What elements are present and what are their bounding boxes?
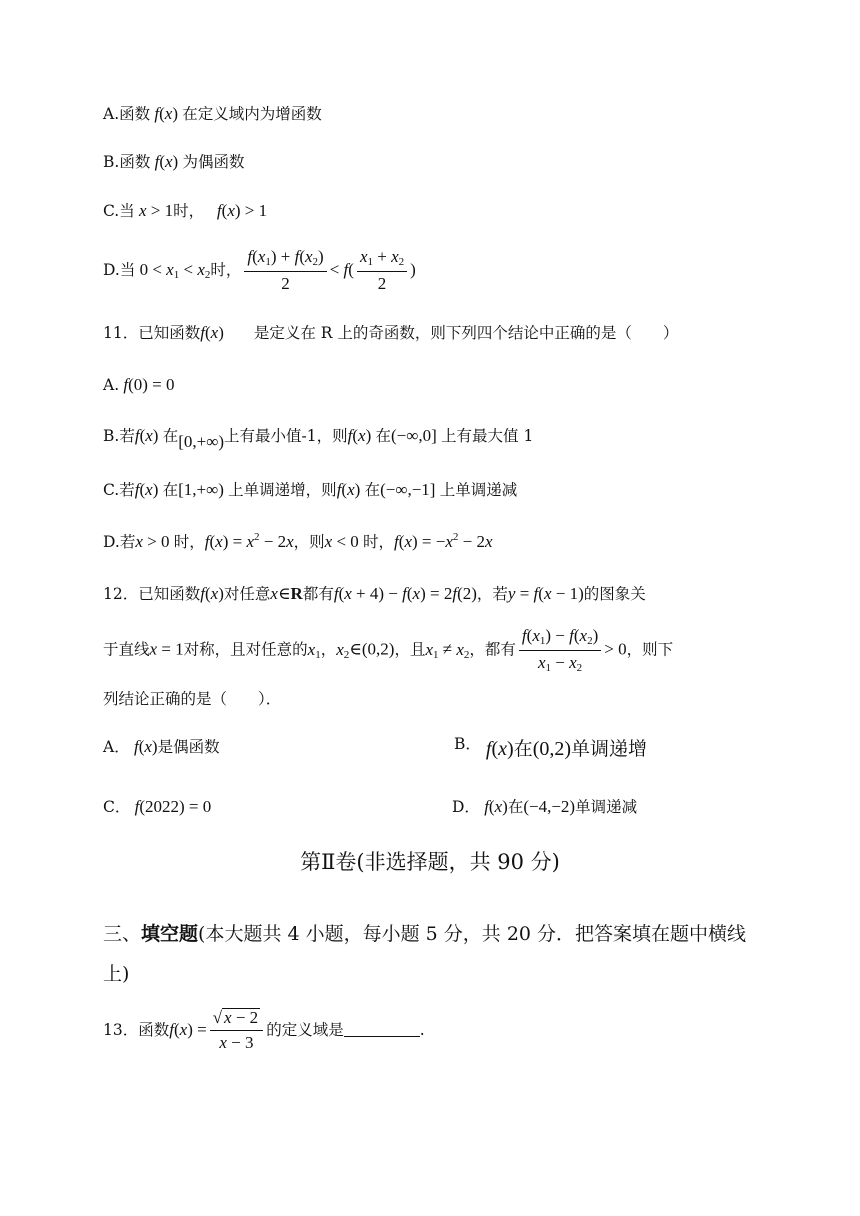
formula: x — [149, 639, 158, 659]
q11-option-c: C.若f(x) 在[1,+∞) 上单调递增，则f(x) 在(−∞,−1] 上单调递减 — [103, 480, 518, 499]
q10-option-b: B.函数 f(x) 为偶函数 — [103, 152, 245, 171]
formula: $x_1$ — [425, 639, 439, 661]
formula: f — [204, 532, 210, 551]
formula: f — [119, 375, 129, 394]
formula: f — [129, 737, 139, 756]
formula: f — [204, 201, 222, 220]
formula: x — [135, 532, 143, 551]
q10-option-d: D.当 $0 < x_1 < x_2$时， $\frac{f(x_1) + f(x_2)}{2}$ < f( $\frac{x_1 + x_2}{2}$ ) — [103, 247, 416, 294]
q12-stem-line1: 12．已知函数f(x)对任意x∈R都有f(x + 4) − f(x) = 2f(2)，若y = f(x − 1)的图象关 — [103, 584, 646, 603]
q10-option-a: A.函数 f(x) 在定义域内为增函数 — [103, 104, 322, 123]
fraction: $\frac{x_1 + x_2}{2}$ — [357, 247, 407, 295]
formula: f — [134, 426, 140, 445]
formula: f — [479, 797, 489, 816]
q12-option-a: A． f(x)是偶函数 — [103, 737, 220, 756]
fraction: $\frac{√ x - 2}{x - 3}$ — [210, 1008, 263, 1054]
q11-option-b: B.若f(x) 在[0,+∞)上有最小值-1，则f(x) 在(−∞,0] 上有最大值 1 — [103, 426, 534, 451]
formula: x — [134, 201, 147, 220]
formula: (−∞,0] — [391, 426, 442, 445]
q11-option-d: D.若x > 0 时，$f(x) = x^2 - 2x$，则x < 0 时，$f(x) = -x^2 - 2x$ — [103, 531, 493, 551]
formula: x — [270, 584, 278, 603]
formula: f — [150, 104, 160, 123]
formula: f — [347, 426, 353, 445]
formula: f — [130, 797, 140, 816]
q11-option-a: A. f(0) = 0 — [103, 375, 175, 394]
formula: f — [336, 480, 342, 499]
q12-stem-line3: 列结论正确的是（ ）． — [103, 690, 282, 708]
fraction: $\frac{f(x_1) + f(x_2)}{2}$ — [244, 247, 326, 295]
formula: f — [480, 738, 492, 760]
formula: f — [200, 323, 205, 342]
formula: f — [333, 584, 339, 603]
fraction: $\frac{f(x_1) - f(x_2)}{x_1 - x_2}$ — [519, 626, 601, 675]
q12-option-b: B． f(x)在(0,2)单调递增 — [454, 735, 648, 760]
q12-option-d: D． f(x)在(−4,−2)单调递减 — [452, 797, 638, 816]
answer-blank — [344, 1022, 420, 1037]
formula: f — [134, 480, 140, 499]
q10-option-c: C.当 x > 1时， f(x) > 1 — [103, 201, 268, 220]
formula: f — [169, 1019, 174, 1039]
formula: f — [200, 584, 205, 603]
q12-option-c: C． f(2022) = 0 — [103, 797, 212, 816]
q11-stem: 11．已知函数f(x) 是定义在 R 上的奇函数，则下列四个结论中正确的是（ ） — [103, 323, 679, 342]
formula: f — [394, 532, 399, 551]
formula: f — [150, 152, 160, 171]
q12-stem-line2: 于直线x = 1对称，且对任意的$x_1$，$x_2\in(0,2)$，且$x_1 \ne x_2$，都有 $\frac{f(x_1) - f(x_2)}{x_1 - x_2}$ > 0，则下 — [103, 626, 674, 675]
formula: x — [324, 532, 333, 551]
formula: 0 < — [135, 259, 167, 279]
section3-heading: 三、填空题(本大题共 4 小题，每小题 5 分，共 20 分．把答案填在题中横线上) — [103, 923, 747, 985]
formula: $x_1$ — [307, 639, 321, 661]
formula: $x_2$ — [336, 639, 350, 661]
formula: [1,+∞) — [178, 480, 229, 499]
part2-title: 第Ⅱ卷(非选择题，共 90 分) — [300, 850, 560, 874]
formula: y — [507, 584, 516, 603]
formula: (−∞,−1] — [380, 480, 440, 499]
q13-stem: 13．函数f(x) = $\frac{√ x - 2}{x - 3}$ 的定义域是 . — [103, 1008, 425, 1053]
formula: [0,+∞) — [178, 432, 225, 451]
